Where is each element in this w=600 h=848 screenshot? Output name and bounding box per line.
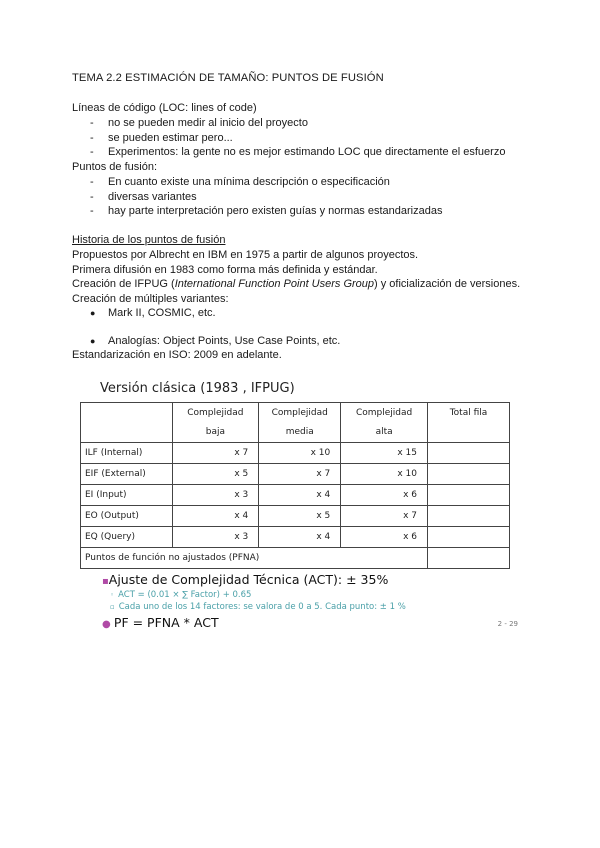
history-line (72, 277, 520, 291)
table-cell: x 3 (172, 485, 259, 506)
table-cell: x 7 (172, 443, 259, 464)
history-line: Estandarización en ISO: 2009 en adelante. (72, 349, 282, 361)
table-cell: x 4 (259, 485, 341, 506)
header-cell (172, 403, 259, 443)
table-cell: x 7 (259, 464, 341, 485)
table-cell (427, 485, 509, 506)
header-cell (81, 403, 173, 443)
act-text: Ajuste de Complejidad Técnica (ACT): ± 35% (108, 572, 389, 587)
table-cell (427, 527, 509, 548)
list-item: - Experimentos: la gente no es mejor estimando LOC que directamente el esfuerzo (90, 146, 506, 158)
row-label: ILF (Internal) (81, 443, 173, 464)
loc-heading: Líneas de código (LOC: lines of code) (72, 102, 257, 114)
act-note-text: Cada uno de los 14 factores: se valora de 0 a 5. Cada punto: ± 1 % (118, 602, 406, 612)
table-cell: x 5 (172, 464, 259, 485)
history-line: Creación de múltiples variantes: (72, 293, 229, 305)
table-cell: x 10 (341, 464, 428, 485)
act-note (110, 602, 406, 612)
list-item-text: Experimentos: la gente no es mejor estimando LOC que directamente el esfuerzo (108, 146, 506, 158)
pf-formula-text: PF = PFNA * ACT (113, 615, 219, 630)
act-formula-text: ACT = (0.01 × ∑ Factor) + 0.65 (118, 590, 252, 600)
ifpug-name: International Function Point Users Group (174, 278, 375, 290)
row-label: EI (Input) (81, 485, 173, 506)
list-item-text: no se pueden medir al inicio del proyecto (108, 117, 308, 129)
table-header-row (81, 403, 510, 443)
page-title: TEMA 2.2 ESTIMACIÓN DE TAMAÑO: PUNTOS DE FUSIÓN (72, 72, 384, 84)
bullet-icon: ▪ (102, 576, 109, 587)
circle-bullet-icon: ◦ (110, 591, 115, 599)
table-cell: x 7 (341, 506, 428, 527)
bullet-item: ● Analogías: Object Points, Use Case Points, etc. (90, 335, 341, 347)
header-text: media (285, 427, 314, 437)
list-item: - hay parte interpretación pero existen guías y normas estandarizadas (90, 205, 443, 217)
header-cell: Total fila (427, 403, 509, 443)
bullet-icon: ● (102, 619, 114, 630)
table-row (81, 443, 510, 464)
table-cell (427, 443, 509, 464)
slide-title: Versión clásica (1983 , IFPUG) (100, 381, 295, 396)
slide-image (80, 372, 528, 634)
table-cell (427, 464, 509, 485)
history-line: Primera difusión en 1983 como forma más definida y estándar. (72, 264, 378, 276)
act-heading (102, 572, 388, 587)
table-cell: x 3 (172, 527, 259, 548)
history-line: Propuestos por Albrecht en IBM en 1975 a partir de algunos proyectos. (72, 249, 419, 261)
list-item-text: se pueden estimar pero... (108, 132, 233, 144)
square-bullet-icon: ▫ (110, 603, 115, 611)
table-footer-row (81, 548, 510, 569)
table-cell: x 6 (341, 527, 428, 548)
table-cell: x 4 (172, 506, 259, 527)
table-cell (427, 506, 509, 527)
list-item: - En cuanto existe una mínima descripción o especificación (90, 176, 390, 188)
function-points-table (80, 402, 510, 569)
table-cell: x 5 (259, 506, 341, 527)
pf-formula (102, 615, 219, 630)
bullet-item: ● Mark II, COSMIC, etc. (90, 307, 216, 319)
table-cell: x 6 (341, 485, 428, 506)
act-formula (110, 590, 251, 600)
row-label: EO (Output) (81, 506, 173, 527)
list-item: - diversas variantes (90, 191, 197, 203)
slide-page-number: 2 - 29 (497, 620, 518, 628)
text-span: Creación de IFPUG ( (72, 278, 175, 290)
history-heading: Historia de los puntos de fusión (72, 234, 226, 246)
table-row (81, 527, 510, 548)
header-cell (341, 403, 428, 443)
header-text: baja (205, 427, 225, 437)
row-label: EQ (Query) (81, 527, 173, 548)
row-label: EIF (External) (81, 464, 173, 485)
table-row (81, 506, 510, 527)
header-text: Complejidad (187, 408, 244, 418)
list-item-text: diversas variantes (108, 191, 197, 203)
header-text: Complejidad (271, 408, 328, 418)
text-span: ) y oficialización de versiones. (374, 278, 521, 290)
table-cell: x 4 (259, 527, 341, 548)
table-cell: x 10 (259, 443, 341, 464)
pf-heading: Puntos de fusión: (72, 161, 158, 173)
bullet-text: Mark II, COSMIC, etc. (108, 307, 216, 319)
table-cell (427, 548, 509, 569)
footer-label: Puntos de función no ajustados (PFNA) (81, 548, 428, 569)
table-row (81, 464, 510, 485)
list-item-text: hay parte interpretación pero existen guías y normas estandarizadas (108, 205, 443, 217)
table-row (81, 485, 510, 506)
header-cell (259, 403, 341, 443)
list-item-text: En cuanto existe una mínima descripción o especificación (108, 176, 390, 188)
header-text: alta (375, 427, 393, 437)
header-text: Complejidad (355, 408, 413, 418)
list-item: - se pueden estimar pero... (90, 132, 233, 144)
bullet-text: Analogías: Object Points, Use Case Points, etc. (108, 335, 341, 347)
list-item: - no se pueden medir al inicio del proyecto (90, 117, 308, 129)
table-cell: x 15 (341, 443, 428, 464)
